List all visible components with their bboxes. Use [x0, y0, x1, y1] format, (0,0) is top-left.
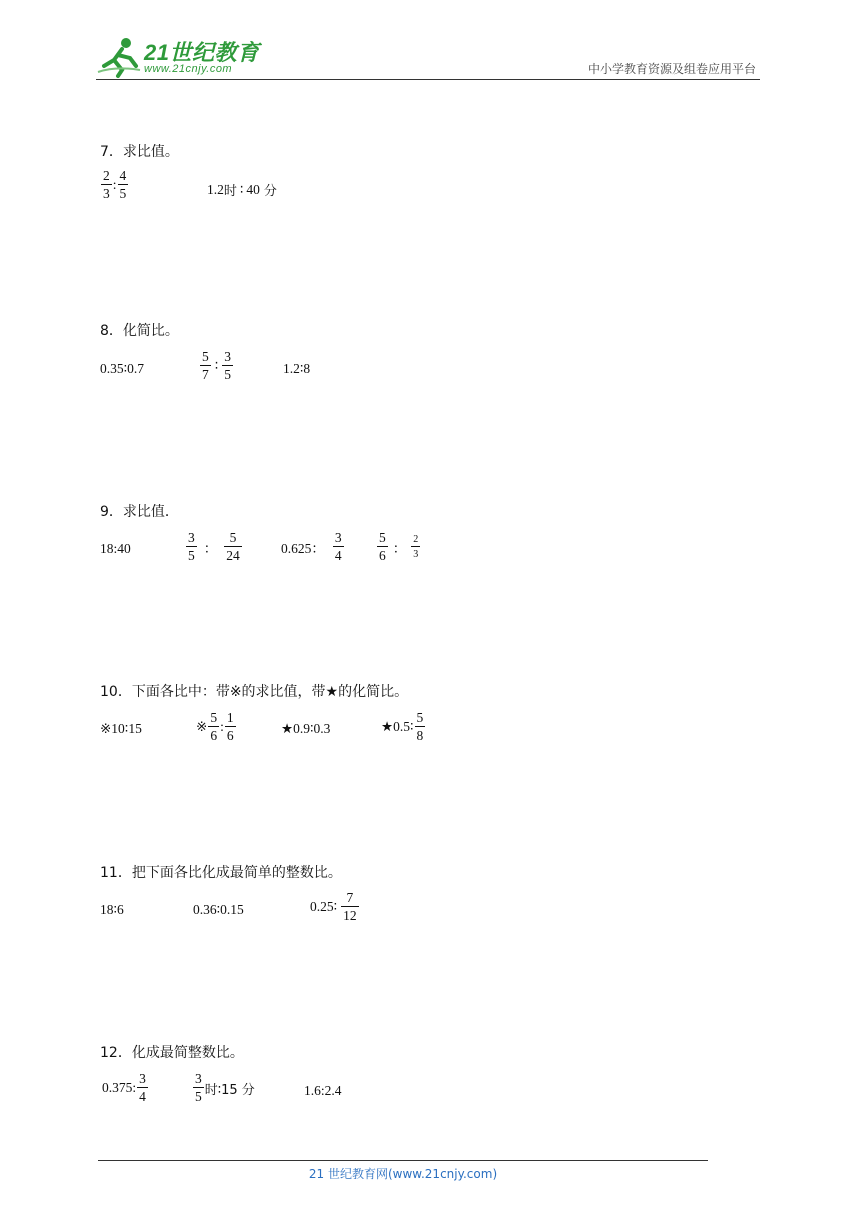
- q11-expression-3: 0.25∶ $\frac{7}{12}$: [310, 890, 357, 923]
- q12-expression-2: $\frac{3}{5}$ 时∶15 分: [195, 1071, 255, 1104]
- q9-expression-3: 0.625： $\frac{3}{4}$: [281, 530, 342, 563]
- footer-link[interactable]: 21 世纪教育网(www.21cnjy.com): [308, 1167, 498, 1181]
- site-logo: [96, 36, 266, 80]
- q11-expression-1: 18∶6: [100, 902, 124, 917]
- question-9-title: 9．求比值．: [100, 504, 179, 520]
- question-11-title: 11．把下面各比化成最简单的整数比。: [100, 865, 342, 881]
- q10-expression-1: ※10∶15: [100, 721, 142, 736]
- fraction: $\frac{5}{24}$: [226, 530, 240, 563]
- fraction: $\frac{1}{6}$: [226, 710, 234, 743]
- q12-expression-3: 1.6:2.4: [304, 1083, 342, 1098]
- fraction: $\frac{3}{4}$: [139, 1071, 146, 1104]
- fraction: $\frac{5}{6}$: [210, 710, 218, 743]
- q7-expression-1: [100, 169, 129, 201]
- q8-expression-3: 1.2∶8: [283, 361, 311, 376]
- fraction: $\frac{4}{5}$: [119, 168, 127, 201]
- q9-expression-4: $\frac{5}{6}$ ： $\frac{2}{3}$: [379, 530, 419, 563]
- logo-text: 21世纪教育: [144, 40, 260, 65]
- q9-expression-1: 18:40: [100, 541, 131, 556]
- fraction: $\frac{3}{5}$: [195, 1071, 202, 1104]
- fraction: $\frac{5}{8}$: [416, 710, 424, 743]
- footer-divider: [98, 1160, 708, 1161]
- q10-expression-3: ★0.9∶0.3: [281, 721, 331, 736]
- q9-expression-2: $\frac{3}{5}$ ： $\frac{5}{24}$: [188, 530, 240, 563]
- fraction: $\frac{3}{5}$: [188, 530, 195, 563]
- q8-expression-2: $\frac{5}{7}$ ∶ $\frac{3}{5}$: [202, 349, 232, 382]
- q10-expression-4: ★0.5∶ $\frac{5}{8}$: [381, 710, 424, 743]
- q11-expression-2: 0.36∶0.15: [193, 902, 244, 917]
- logo-subtext: www.21cnjy.com: [144, 63, 233, 75]
- fraction: $\frac{5}{6}$: [379, 530, 386, 563]
- fraction: $\frac{3}{5}$: [224, 349, 232, 382]
- q7-expression-2: 1.2 时 ∶ 40 分: [207, 181, 277, 199]
- q12-expression-1: 0.375: $\frac{3}{4}$: [102, 1071, 146, 1104]
- q8-expression-1: 0.35∶0.7: [100, 361, 145, 376]
- header-tagline: 中小学教育资源及组卷应用平台: [587, 62, 756, 76]
- question-8-title: 8．化简比。: [100, 323, 179, 339]
- question-12-title: 12．化成最简整数比。: [100, 1045, 244, 1061]
- header-divider: [96, 79, 760, 80]
- fraction: $\frac{2}{3}$: [413, 534, 419, 560]
- fraction: $\frac{3}{4}$: [334, 530, 342, 563]
- runner-logo-icon: [96, 36, 142, 78]
- question-10-title: 10．下面各比中：带※的求比值，带★的化简比。: [100, 684, 409, 700]
- fraction: $\frac{5}{7}$: [202, 349, 209, 382]
- question-7-title: 7．求比值。: [100, 144, 179, 160]
- ratio-colon: :: [112, 177, 117, 192]
- q10-expression-2: ※ $\frac{5}{6}$ : $\frac{1}{6}$: [196, 710, 234, 743]
- fraction: $\frac{2}{3}$: [103, 168, 110, 201]
- fraction: $\frac{7}{12}$: [343, 890, 357, 923]
